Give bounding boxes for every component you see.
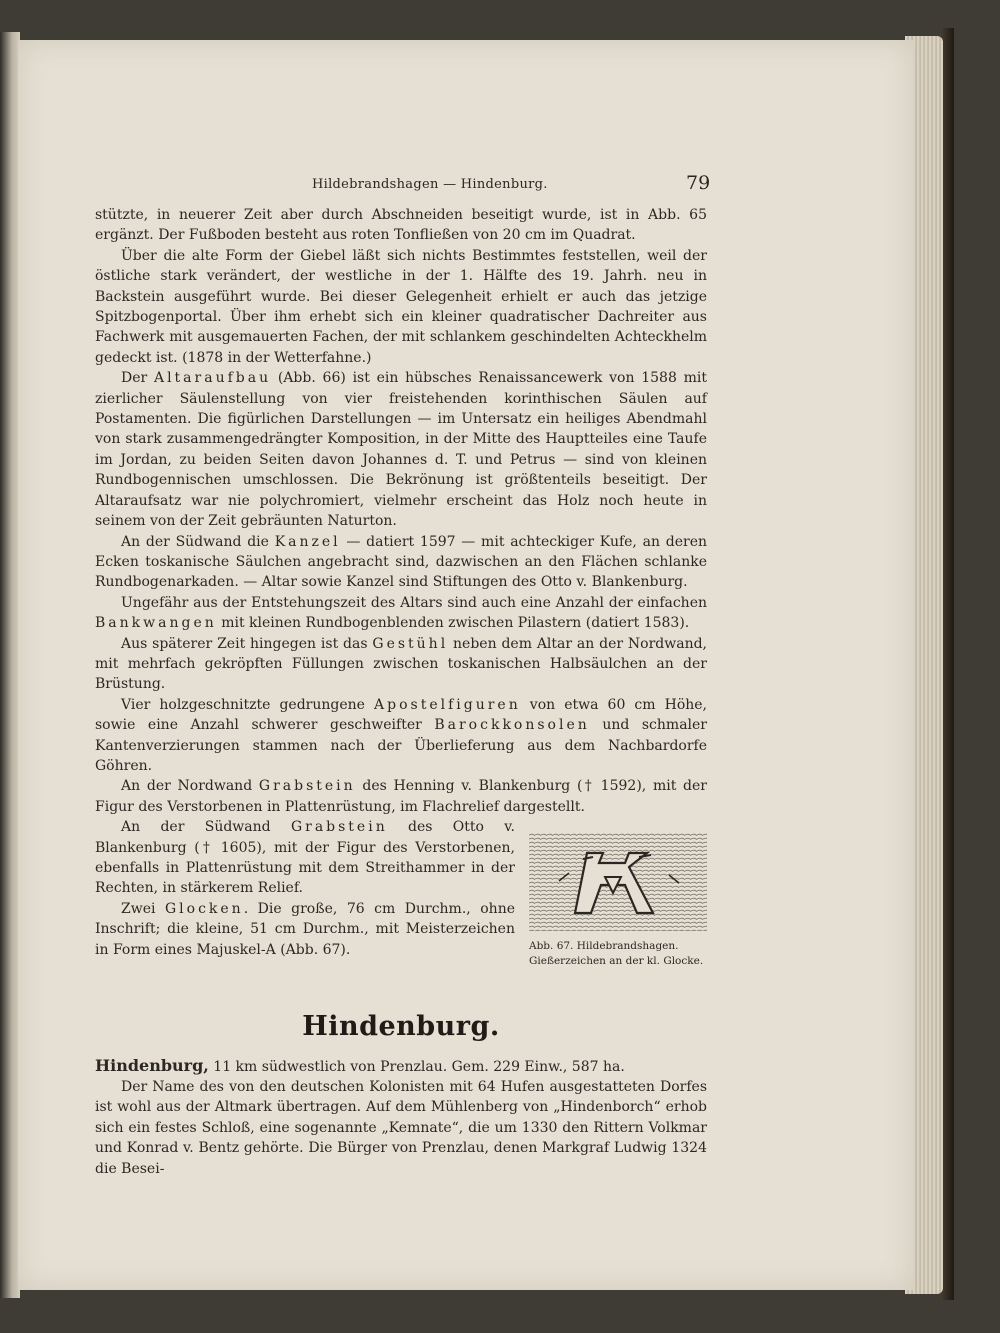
founder-mark-illustration xyxy=(529,833,707,931)
figure-caption xyxy=(529,939,707,969)
section-lead xyxy=(95,1056,707,1077)
place-name: Hindenburg, xyxy=(95,1055,209,1075)
paragraph-apostel xyxy=(95,695,707,777)
text-run: An der Südwand xyxy=(121,819,291,836)
text-run: Aus späterer Zeit hingegen ist das xyxy=(121,635,373,652)
text-run: . Die große, 76 cm Durchm., ohne Inschrift; die kleine, 51 cm Durchm., mit Meisterzeichen in Form eines Majuskel-A (Abb. 67). xyxy=(95,900,515,958)
term-kanzel: Kanzel xyxy=(274,533,341,550)
term-glocken: Glocken xyxy=(164,900,244,917)
caption-line-2: Gießerzeichen an der kl. Glocke. xyxy=(529,955,704,968)
left-page-edge xyxy=(0,32,20,1298)
paragraph-gestuehl xyxy=(95,634,707,695)
paragraph-altar xyxy=(95,368,707,531)
term-barockkonsolen: Barockkonsolen xyxy=(434,717,590,734)
figure-67 xyxy=(529,833,707,981)
text-run: von etwa 60 cm Höhe, sowie eine Anzahl schwerer geschweifter xyxy=(95,696,707,734)
running-title: Hildebrandshagen — Hindenburg. xyxy=(312,177,548,192)
text-run: neben dem Altar an der Nordwand, mit mehrfach gekröpften Füllungen zwischen toskanischen Halbsäulchen an der Brüstung. xyxy=(95,635,707,693)
text-run: des Otto v. Blankenburg († 1605), mit der Figur des Verstorbenen, ebenfalls in Plattenrüstung mit dem Streithammer in der Rechten, in stärkerem Relief. xyxy=(95,819,515,897)
paragraph-bankwangen xyxy=(95,593,707,634)
text-run: 11 km südwestlich von Prenzlau. Gem. 229 Einw., 587 ha. xyxy=(208,1058,625,1075)
term-apostelfiguren: Apostelfiguren xyxy=(374,696,521,713)
body-text xyxy=(95,205,707,1179)
term-altaraufbau: Altaraufbau xyxy=(153,370,272,387)
text-run: Vier holzgeschnitzte gedrungene xyxy=(121,696,375,713)
paragraph: stützte, in neuerer Zeit aber durch Abschneiden beseitigt wurde, ist in Abb. 65 ergänzt. Der Fußboden besteht aus roten Tonfließen von 20 cm im Quadrat. xyxy=(95,207,707,244)
paragraph-grabstein-north xyxy=(95,776,707,817)
text-run: — datiert 1597 — mit achteckiger Kufe, an deren Ecken toskanische Säulchen angebracht sind, dazwischen an den Flächen schlanke Rundbogenarkaden. — Altar sowie Kanzel sind Stiftungen des Otto v. Blankenburg. xyxy=(95,533,707,591)
paragraph-kanzel xyxy=(95,532,707,593)
text-run: (Abb. 66) ist ein hübsches Renaissancewerk von 1588 mit zierlicher Säulenstellung von vier freistehenden korinthischen Säulen auf Postamenten. Die figürlichen Darstellungen — im Untersatz ein heiliges Abendmahl von stark zusammengedrängter Komposition, in der Mitte des Hauptteiles eine Taufe im Jordan, zu beiden Seiten davon Johannes d. T. und Petrus — sind von kleinen Rundbogennischen umschlossen. Die Bekrönung ist größtenteils beseitigt. Der Altaraufsatz war nie polychromiert, vielmehr erscheint das Holz noch heute in seinem von der Zeit gebräunten Naturton. xyxy=(95,370,708,530)
text-run: An der Nordwand xyxy=(121,778,259,795)
term-gestuehl: Gestühl xyxy=(372,635,449,652)
text-run: und schmaler Kantenverzierungen stammen nach der Überlieferung aus dem Nachbardorfe Göhren. xyxy=(95,717,707,774)
text-run: Ungefähr aus der Entstehungszeit des Altars sind auch eine Anzahl der einfachen xyxy=(121,594,707,611)
caption-line-1: Abb. 67. Hildebrandshagen. xyxy=(529,940,679,953)
text-run: An der Südwand die xyxy=(121,533,275,550)
paragraph: Der Name des von den deutschen Kolonisten mit 64 Hufen ausgestatteten Dorfes ist wohl aus der Altmark übertragen. Auf dem Mühlenberg von „Hindenborch“ erhob sich ein festes Schloß, eine sogenannte „Kemnate“, die um 1330 den Rittern Volkmar und Konrad v. Bentz gehörte. Die Bürger von Prenzlau, denen Markgraf Ludwig 1324 die Besei- xyxy=(95,1079,707,1177)
text-run: mit kleinen Rundbogenblenden zwischen Pilastern (datiert 1583). xyxy=(216,615,690,632)
term-grabstein: Grabstein xyxy=(258,778,356,795)
section-title: Hindenburg. xyxy=(302,1011,500,1043)
text-run: des Henning v. Blankenburg († 1592), mit der Figur des Verstorbenen in Plattenrüstung, im Flachrelief dargestellt. xyxy=(95,778,707,815)
text-run: Zwei xyxy=(121,900,165,917)
text-run: Der xyxy=(121,370,154,387)
paragraph: Über die alte Form der Giebel läßt sich nichts Bestimmtes feststellen, weil der östliche stark verändert, der westliche in der 1. Hälfte des 19. Jahrh. neu in Backstein ausgeführt wurde. Bei dieser Gelegenheit erhielt er auch das jetzige Spitzbogenportal. Über ihm erhebt sich ein kleiner quadratischer Dachreiter aus Fachwerk mit ausgemauerten Fachen, der mit schlankem geschindelten Achteckhelm gedeckt ist. (1878 in der Wetterfahne.) xyxy=(95,247,707,366)
term-bankwangen: Bankwangen xyxy=(95,615,217,632)
term-grabstein: Grabstein xyxy=(290,819,388,836)
page-number: 79 xyxy=(686,172,711,194)
